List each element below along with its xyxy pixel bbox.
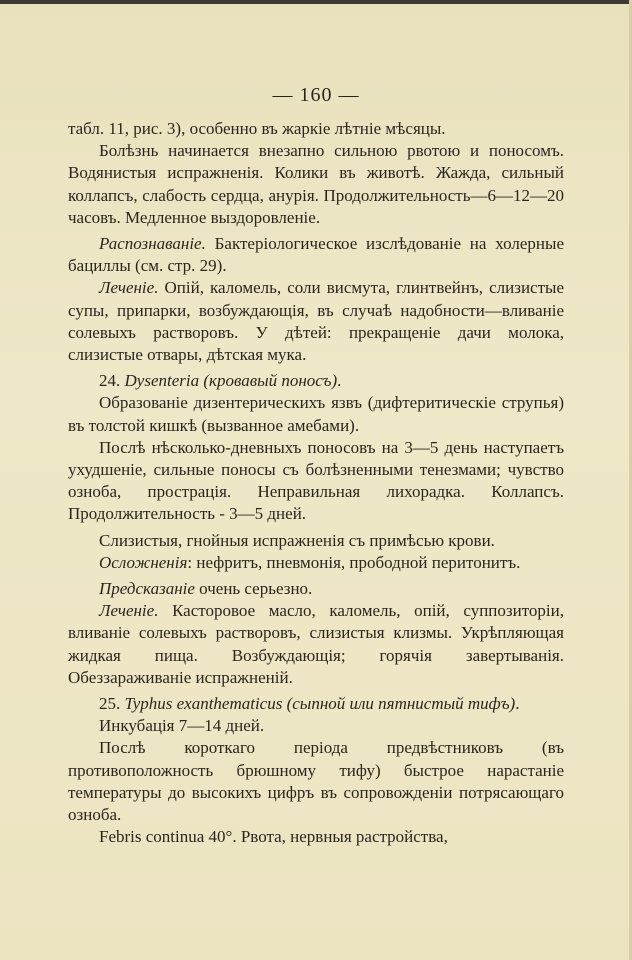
- paragraph: Слизистыя, гнойныя испражненія съ примѣсью крови.: [99, 530, 495, 550]
- body-text: [68, 118, 564, 849]
- heading-italic: Осложненія: [99, 552, 188, 572]
- page-number: — 160 —: [272, 84, 360, 106]
- section-heading: 25. Typhus exanthematicus (сыпной или пятнистый тифъ).: [99, 694, 520, 714]
- heading-italic: Предсказаніе: [99, 579, 195, 599]
- paragraph: Предсказаніе очень серьезно.: [99, 579, 313, 599]
- heading-italic: Леченіе.: [99, 278, 159, 298]
- paragraph: Инкубація 7—14 дней.: [99, 716, 265, 736]
- scan-top-edge: [0, 0, 632, 4]
- heading-italic: Леченіе.: [99, 601, 159, 621]
- paragraph: Осложненія: нефритъ, пневмонія, прободной перитонитъ.: [99, 552, 521, 572]
- paragraph: табл. 11, рис. 3), особенно въ жаркіе лѣтніе мѣсяцы.: [68, 119, 446, 138]
- paragraph: Послѣ нѣсколько-дневныхъ поносовъ на 3—5 день наступаетъ ухудшеніе, сильные поносы съ болѣзненными тенезмами; чувство озноба, прострація. Неправильная лихорадка. Коллапсъ. Продолжительность - 3—5 дней.: [68, 437, 564, 524]
- section-heading: 24. Dysenteria (кровавый поносъ).: [99, 371, 342, 391]
- paragraph: Образованіе дизентерическихъ язвъ (дифтеритическіе струпья) въ толстой кишкѣ (вызванное амебами).: [68, 393, 564, 435]
- paragraph: Леченіе. Опій, каломель, соли висмута, глинтвейнъ, слизистые супы, припарки, возбуждающія, въ случаѣ надобности—вливаніе солевыхъ растворовъ. У дѣтей: прекращеніе дачи молока, слизистые отвары, дѣтская мука.: [68, 278, 564, 365]
- paragraph: Болѣзнь начинается внезапно сильною рвотою и поносомъ. Водянистыя испражненія. Колики въ животѣ. Жажда, сильный коллапсъ, слабость сердца, анурія. Продолжительность—6—12—20 часовъ. Медленное выздоровленіе.: [68, 141, 564, 227]
- paragraph: Послѣ короткаго періода предвѣстниковъ (въ противоположность брюшному тифу) быстрое нарастаніе температуры до высокихъ цифръ въ сопровожденіи потрясающаго озноба.: [68, 738, 564, 825]
- heading-italic: Распознаваніе.: [99, 234, 206, 254]
- paragraph: Febris continua 40°. Рвота, нервныя растройства,: [99, 827, 448, 847]
- paragraph: Леченіе. Касторовое масло, каломель, опій, суппозиторіи, вливаніе солевыхъ растворовъ, слизистыя клизмы. Укрѣпляющая жидкая пища. Возбуждающія; горячія завертыванія. Обеззараживаніе испражненій.: [68, 601, 564, 687]
- paragraph: Распознаваніе. Бактеріологическое изслѣдованіе на холерные бациллы (см. стр. 29).: [68, 234, 564, 276]
